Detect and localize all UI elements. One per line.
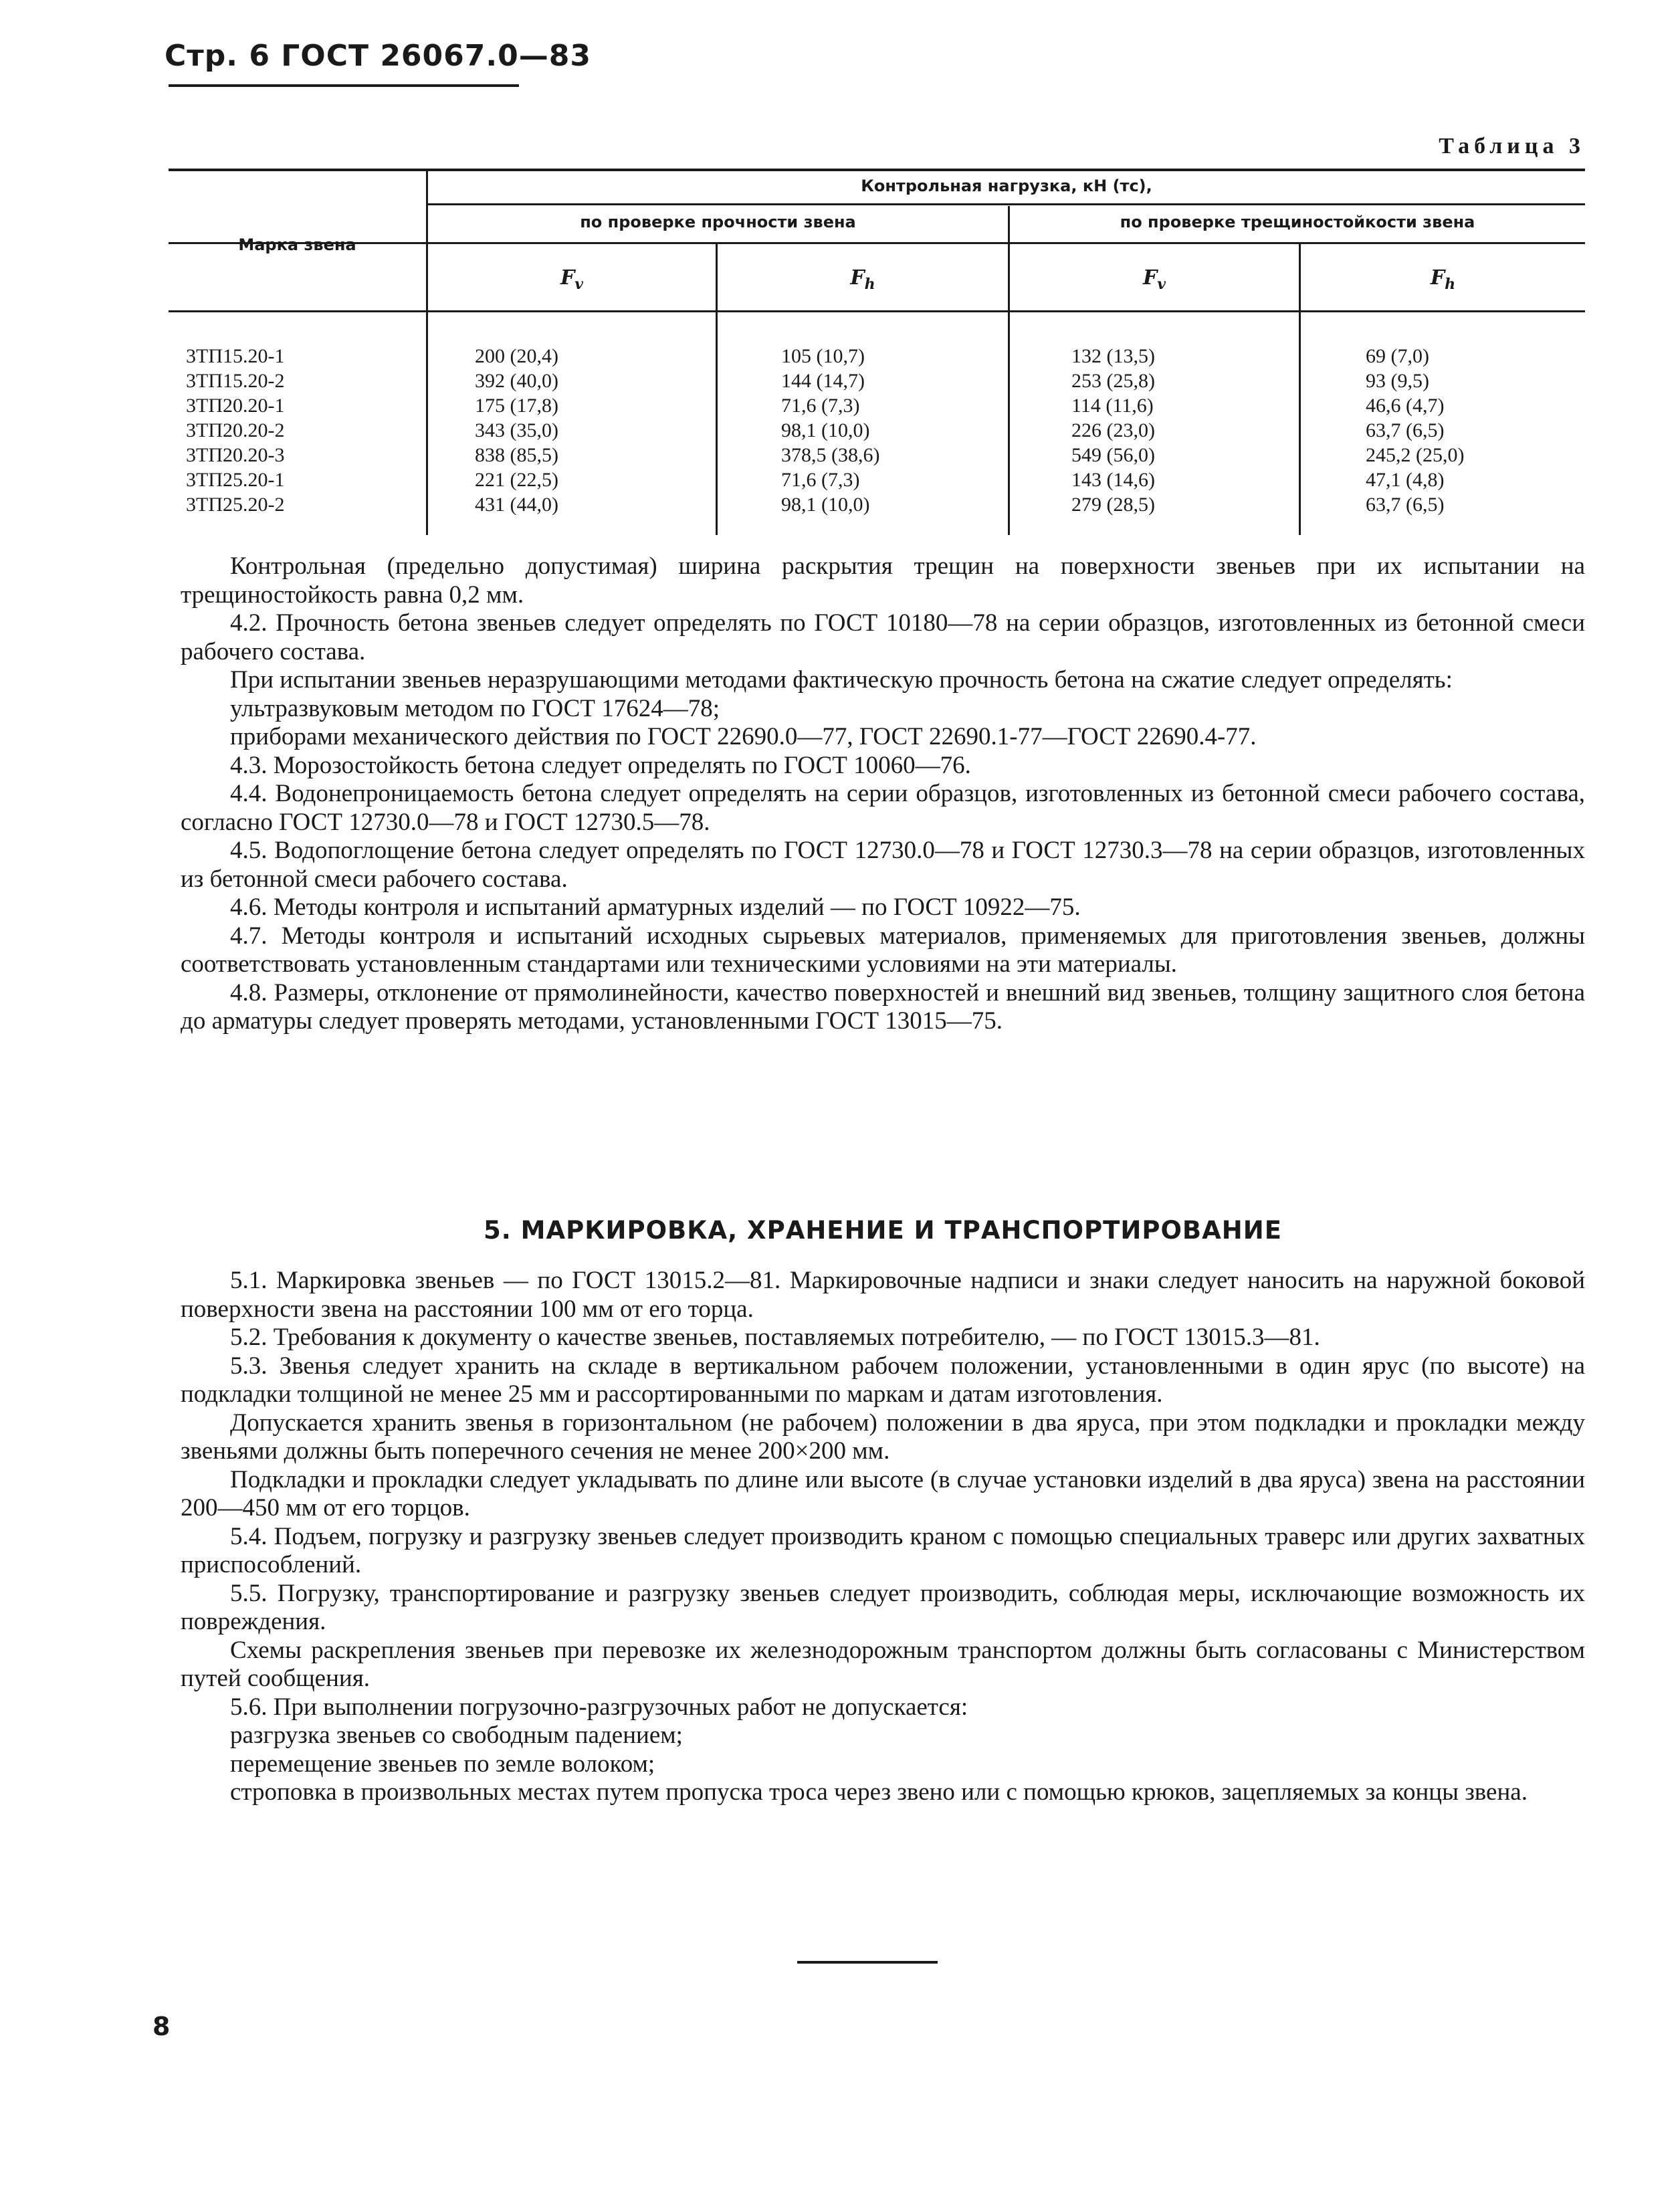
paragraph: Допускается хранить звенья в горизонтальном (не рабочем) положении в два яруса, при этом подкладки и прокладки между звеньями должны быть поперечного сечения не менее 200×200 мм. (181, 1408, 1585, 1465)
header-crack-fh: $F_h$ (1430, 266, 1456, 293)
paragraph: приборами механического действия по ГОСТ 22690.0—77, ГОСТ 22690.1-77—ГОСТ 22690.4-77. (230, 723, 1257, 750)
table-col-strength-fv: 200 (20,4) 392 (40,0) 175 (17,8) 343 (35,0) 838 (85,5) 221 (22,5) 431 (44,0) (475, 345, 558, 516)
load-table (169, 169, 1585, 535)
paragraph: Подкладки и прокладки следует укладывать по длине или высоте (в случае установки изделий в два яруса) звена на расстоянии 200—450 мм от его торцов. (181, 1465, 1585, 1522)
paragraph: 4.7. Методы контроля и испытаний исходных сырьевых материалов, применяемых для приготовления звеньев, должны соответствовать установленным стандартами или техническими условиями на эти материалы. (181, 922, 1585, 978)
paragraph: 4.4. Водонепроницаемость бетона следует определять на серии образцов, изготовленных из бетонной смеси рабочего состава, согласно ГОСТ 12730.0—78 и ГОСТ 12730.5—78. (181, 780, 1585, 836)
paragraph: 5.1. Маркировка звеньев — по ГОСТ 13015.2—81. Маркировочные надписи и знаки следует наносить на наружной боковой поверхности звена на расстоянии 100 мм от его торца. (181, 1267, 1585, 1323)
table-col-marks: 3ТП15.20-1 3ТП15.20-2 3ТП20.20-1 3ТП20.20-2 3ТП20.20-3 3ТП25.20-1 3ТП25.20-2 (186, 345, 285, 516)
table-col-crack-fv: 132 (13,5) 253 (25,8) 114 (11,6) 226 (23,0) 549 (56,0) 143 (14,6) 279 (28,5) (1071, 345, 1155, 516)
header-control-load: Контрольная нагрузка, кН (тс), (861, 177, 1152, 195)
body-text-section-5 (181, 1267, 1585, 1807)
page-header: Стр. 6 ГОСТ 26067.0—83 (165, 39, 591, 73)
paragraph: 4.5. Водопоглощение бетона следует определять по ГОСТ 12730.0—78 и ГОСТ 12730.3—78 на серии образцов, изготовленных из бетонной смеси рабочего состава. (181, 837, 1585, 893)
header-mark: Марка звена (238, 235, 356, 254)
paragraph: При испытании звеньев неразрушающими методами фактическую прочность бетона на сжатие следует определять: (230, 666, 1453, 694)
end-rule (797, 1961, 938, 1964)
header-strength-fv: $F_v$ (560, 266, 584, 293)
body-text-section-4 (181, 552, 1585, 1036)
table-col-crack-fh: 69 (7,0) 93 (9,5) 46,6 (4,7) 63,7 (6,5) 245,2 (25,0) 47,1 (4,8) 63,7 (6,5) (1366, 345, 1465, 516)
paragraph: Контрольная (предельно допустимая) ширина раскрытия трещин на поверхности звеньев при их испытании на трещиностойкость равна 0,2 мм. (181, 552, 1585, 609)
paragraph: 5.3. Звенья следует хранить на складе в вертикальном рабочем положении, установленными в один ярус (по высоте) на подкладки толщиной не менее 25 мм и рассортированными по маркам и датам изготовления. (181, 1352, 1585, 1408)
paragraph: 5.4. Подъем, погрузку и разгрузку звеньев следует производить краном с помощью специальных траверс или других захватных приспособлений. (181, 1522, 1585, 1578)
table-col-strength-fh: 105 (10,7) 144 (14,7) 71,6 (7,3) 98,1 (10,0) 378,5 (38,6) 71,6 (7,3) 98,1 (10,0) (781, 345, 880, 516)
table-caption: Таблица 3 (1439, 134, 1585, 159)
table-vline-3 (1008, 206, 1010, 535)
paragraph: 5.6. При выполнении погрузочно-разгрузочных работ не допускается: (230, 1693, 968, 1721)
paragraph: ультразвуковым методом по ГОСТ 17624—78; (230, 694, 720, 722)
page-number: 8 (152, 2012, 171, 2041)
paragraph: 4.8. Размеры, отклонение от прямолинейности, качество поверхностей и внешний вид звеньев, толщину защитного слоя бетона до арматуры следует проверять методами, установленными ГОСТ 13015—75. (181, 978, 1585, 1035)
section-5-title: 5. МАРКИРОВКА, ХРАНЕНИЕ И ТРАНСПОРТИРОВАНИЕ (484, 1216, 1282, 1245)
paragraph: Схемы раскрепления звеньев при перевозке их железнодорожным транспортом должны быть согласованы с Министерством путей сообщения. (181, 1636, 1585, 1692)
table-group-rule (428, 203, 1585, 205)
paragraph: 5.5. Погрузку, транспортирование и разгрузку звеньев следует производить, соблюдая меры, исключающие возможность их повреждения. (181, 1579, 1585, 1635)
paragraph: разгрузка звеньев со свободным падением; (230, 1721, 683, 1749)
header-rule (169, 84, 519, 87)
table-top-rule (169, 169, 1585, 171)
paragraph: перемещение звеньев по земле волоком; (230, 1750, 655, 1778)
header-crack: по проверке трещиностойкости звена (1120, 213, 1475, 231)
paragraph: 4.6. Методы контроля и испытаний арматурных изделий — по ГОСТ 10922—75. (230, 894, 1081, 921)
header-strength-fh: $F_h$ (850, 266, 875, 293)
paragraph: строповка в произвольных местах путем пропуска троса через звено или с помощью крюков, зацепляемых за концы звена. (230, 1778, 1528, 1806)
paragraph: 5.2. Требования к документу о качестве звеньев, поставляемых потребителю, — по ГОСТ 13015.3—81. (230, 1324, 1320, 1351)
header-strength: по проверке прочности звена (580, 213, 856, 231)
table-header-bottom-rule (169, 310, 1585, 312)
paragraph: 4.2. Прочность бетона звеньев следует определять по ГОСТ 10180—78 на серии образцов, изготовленных из бетонной смеси рабочего состава. (181, 609, 1585, 665)
header-crack-fv: $F_v$ (1142, 266, 1166, 293)
paragraph: 4.3. Морозостойкость бетона следует определять по ГОСТ 10060—76. (230, 751, 971, 779)
